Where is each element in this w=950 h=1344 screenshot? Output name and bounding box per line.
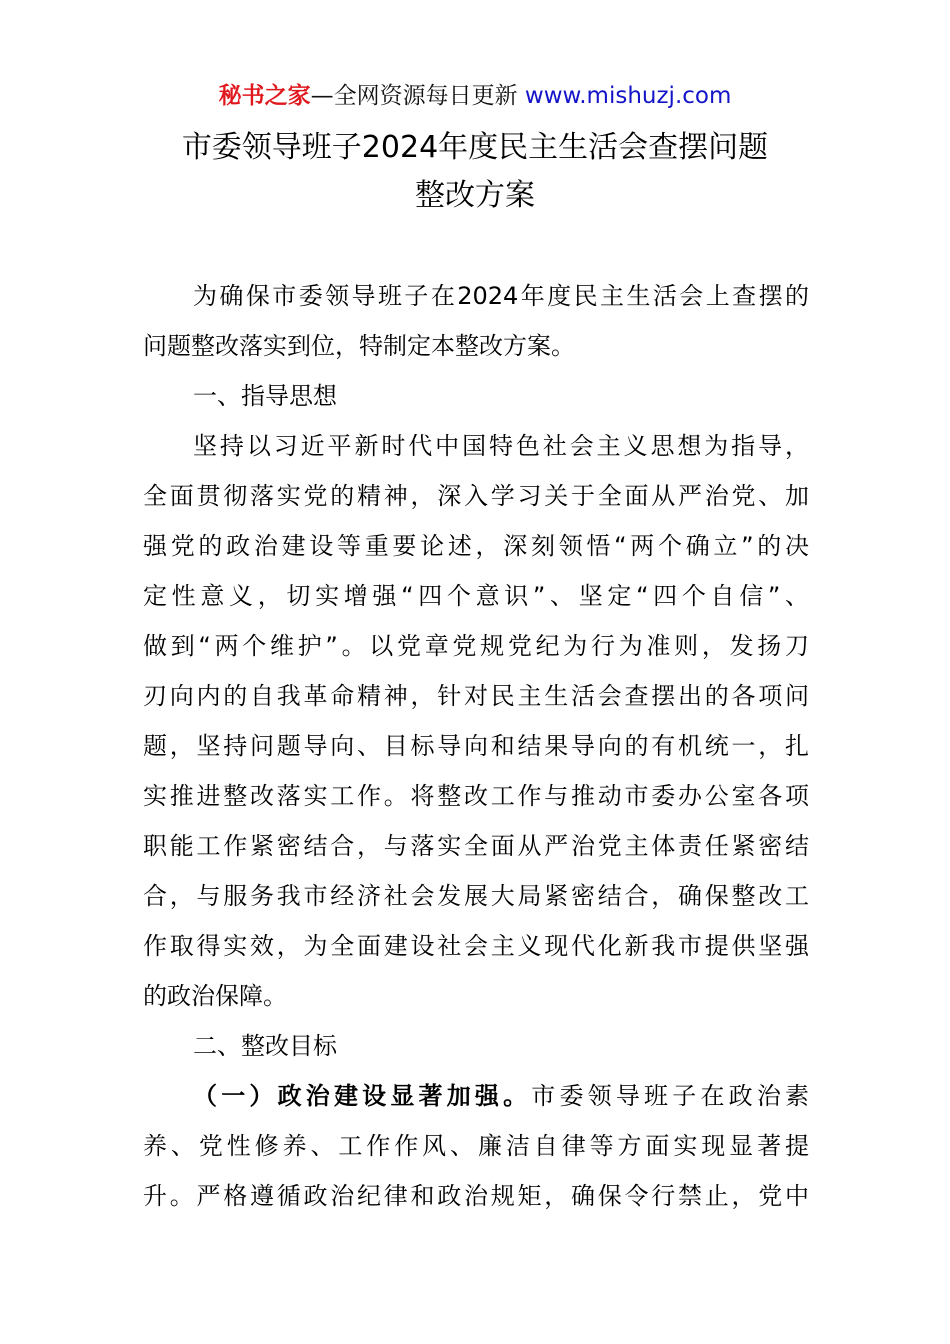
paragraph-line: 定性意义，切实增强“四个意识”、坚定“四个自信”、	[143, 582, 809, 610]
item-lead-political-building: （一）政治建设显著加强。	[193, 1082, 532, 1110]
document-body	[143, 271, 809, 1221]
site-url-link[interactable]: www.mishuzj.com	[524, 83, 732, 109]
site-brand: 秘书之家	[218, 83, 311, 109]
item-text: 市委领导班子在政治素	[531, 1082, 810, 1110]
paragraph-line: 升。严格遵循政治纪律和政治规矩，确保令行禁止，党中	[143, 1182, 809, 1210]
section-heading-rectification-goals: 二、整改目标	[193, 1032, 337, 1060]
paragraph-line: 刃向内的自我革命精神，针对民主生活会查摆出的各项问	[143, 682, 809, 710]
section-heading-guiding-ideology: 一、指导思想	[193, 382, 337, 410]
paragraph-line: 的政治保障。	[143, 982, 287, 1010]
paragraph-line: 全面贯彻落实党的精神，深入学习关于全面从严治党、加	[143, 482, 809, 510]
paragraph-line: 题，坚持问题导向、目标导向和结果导向的有机统一，扎	[143, 732, 809, 760]
paragraph-line: 强党的政治建设等重要论述，深刻领悟“两个确立”的决	[143, 532, 809, 560]
paragraph-line: 职能工作紧密结合，与落实全面从严治党主体责任紧密结	[143, 832, 809, 860]
document-title-line-1: 市委领导班子2024年度民主生活会查摆问题	[181, 130, 769, 165]
paragraph-line: 作取得实效，为全面建设社会主义现代化新我市提供坚强	[143, 932, 809, 960]
intro-line: 为确保市委领导班子在2024年度民主生活会上查摆的	[193, 282, 809, 310]
site-tagline: —全网资源每日更新	[310, 83, 518, 109]
document-title-line-2: 整改方案	[415, 178, 535, 213]
site-header	[0, 80, 950, 112]
paragraph-line: 合，与服务我市经济社会发展大局紧密结合，确保整改工	[143, 882, 809, 910]
paragraph-line: 实推进整改落实工作。将整改工作与推动市委办公室各项	[143, 782, 809, 810]
paragraph-line: 做到“两个维护”。以党章党规党纪为行为准则，发扬刀	[143, 632, 809, 660]
paragraph-line	[143, 1071, 809, 1121]
paragraph-line: 养、党性修养、工作作风、廉洁自律等方面实现显著提	[143, 1132, 809, 1160]
intro-line: 问题整改落实到位，特制定本整改方案。	[143, 332, 575, 360]
paragraph-line: 坚持以习近平新时代中国特色社会主义思想为指导，	[193, 432, 809, 460]
